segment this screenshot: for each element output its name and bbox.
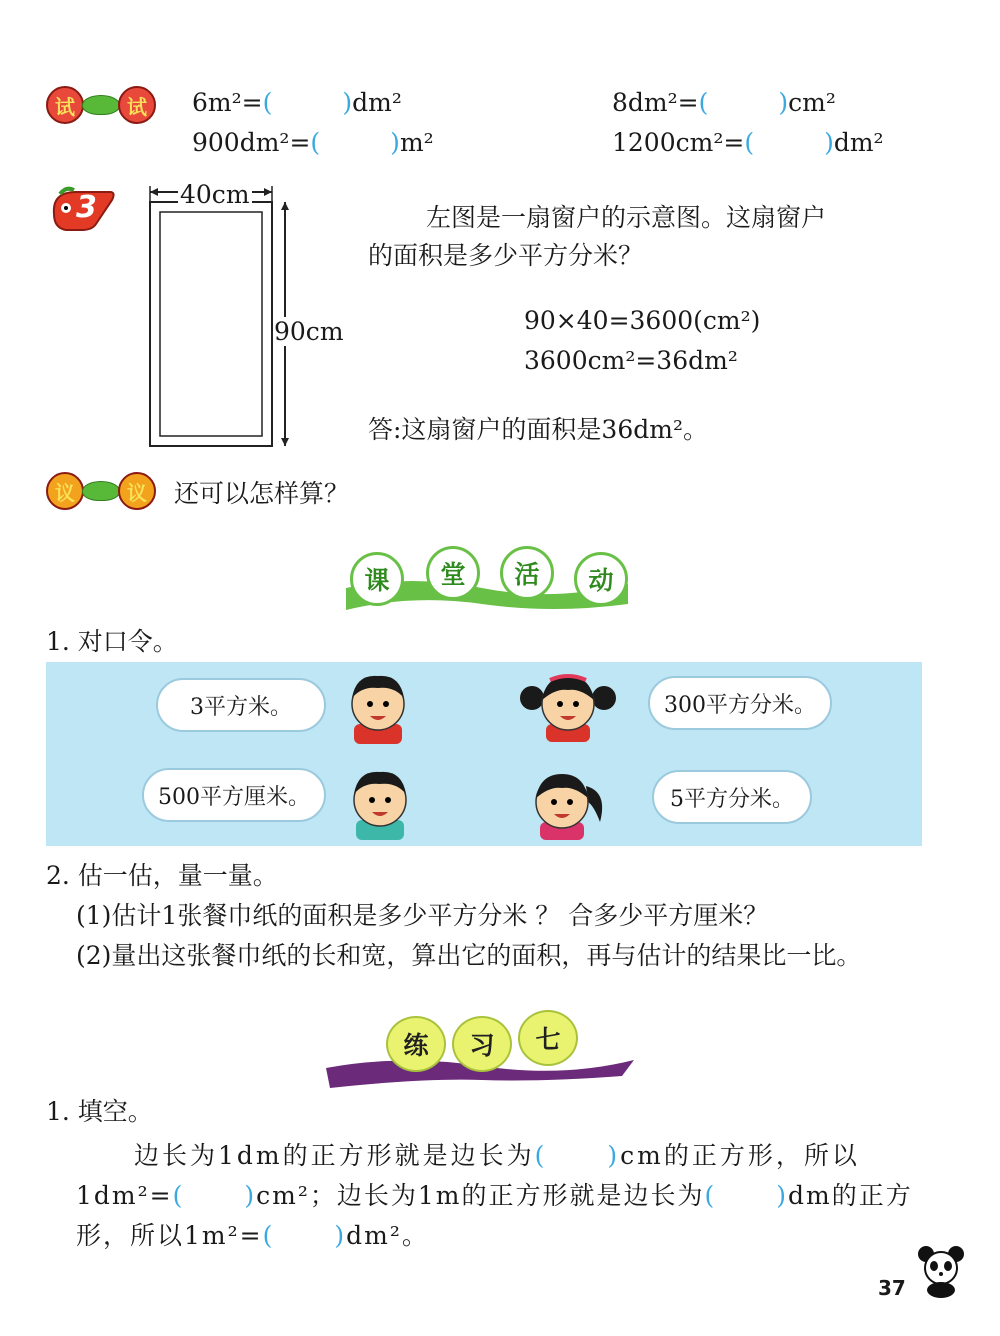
ex1-line2-part-b: )cm²；边长为1m的正方形就是边长为( (244, 1181, 717, 1210)
speech-bubble-2: 300平方分米。 (648, 676, 832, 730)
discuss-badge-right: 议 (118, 472, 156, 510)
example-number: 3 (76, 190, 97, 225)
height-label: 90cm (274, 317, 344, 346)
exercise1-line-1 (134, 1136, 860, 1172)
ex1-line1-part-b: )cm的正方形，所以 (607, 1141, 860, 1170)
answer-line: 答:这扇窗户的面积是36dm²。 (368, 415, 708, 444)
exercise1-line-3 (76, 1216, 429, 1252)
activity1-title: 1. 对口令。 (46, 627, 178, 656)
ex1-line2-part-a: 1dm²=( (76, 1181, 185, 1210)
activity-char-4: 动 (574, 552, 628, 606)
try-badge-right: 试 (118, 86, 156, 124)
exercise1-title: 1. 填空。 (46, 1097, 153, 1126)
panda-icon (914, 1244, 970, 1298)
leaf-icon (82, 95, 120, 115)
exercise-char-1: 练 (386, 1016, 446, 1072)
exercise-char-2: 习 (452, 1016, 512, 1072)
calc-line-2: 3600cm²=36dm² (524, 346, 738, 375)
discuss-text: 还可以怎样算？ (174, 479, 350, 508)
discuss-badge (46, 472, 156, 510)
try-badge-left: 试 (46, 86, 84, 124)
try-exercise-b (612, 88, 836, 117)
try-a-right: )dm² (342, 88, 402, 117)
try-a-left: 6m²=( (192, 88, 273, 117)
try-b-right: )cm² (778, 88, 836, 117)
activity2-title: 2. 估一估，量一量。 (46, 861, 278, 890)
exercise1-line-2 (76, 1176, 913, 1212)
try-it-badge (46, 86, 156, 124)
ex1-line3-part-b: )dm²。 (334, 1221, 429, 1250)
speech-bubble-1: 3平方米。 (156, 678, 326, 732)
boy-avatar-2 (342, 762, 418, 842)
boy-avatar-1 (340, 666, 416, 746)
try-c-right: )m² (390, 128, 434, 157)
speech-bubble-3: 500平方厘米。 (142, 768, 326, 822)
activity-char-2: 堂 (426, 546, 480, 600)
try-d-right: )dm² (824, 128, 884, 157)
try-c-left: 900dm²=( (192, 128, 321, 157)
try-d-left: 1200cm²=( (612, 128, 755, 157)
try-exercise-c (192, 128, 434, 157)
try-b-left: 8dm²=( (612, 88, 709, 117)
calc-line-1: 90×40=3600(cm²) (524, 306, 761, 335)
girl-avatar-2 (520, 762, 612, 842)
discuss-badge-left: 议 (46, 472, 84, 510)
ex1-line1-part-a: 边长为1dm的正方形就是边长为( (134, 1141, 548, 1170)
question-line-1: 左图是一扇窗户的示意图。这扇窗户 (426, 203, 827, 232)
width-label: 40cm (180, 180, 250, 209)
leaf-icon (82, 481, 120, 501)
try-exercise-a (192, 88, 402, 117)
activity-char-3: 活 (500, 546, 554, 600)
question-line-2: 的面积是多少平方分米？ (368, 241, 644, 270)
try-exercise-d (612, 128, 884, 157)
girl-avatar-1 (516, 664, 620, 744)
activity2-item-1: (1)估计1张餐巾纸的面积是多少平方分米 ？ 合多少平方厘米？ (76, 901, 769, 930)
activity2-item-2: (2)量出这张餐巾纸的长和宽，算出它的面积，再与估计的结果比一比。 (76, 941, 862, 970)
exercise-char-3: 七 (518, 1010, 578, 1066)
ex1-line2-part-c: )dm的正方 (776, 1181, 913, 1210)
example-number-badge (46, 184, 118, 232)
page-number: 37 (878, 1276, 906, 1300)
ex1-line3-part-a: 形，所以1m²=( (76, 1221, 275, 1250)
activity-char-1: 课 (350, 552, 404, 606)
speech-bubble-4: 5平方分米。 (652, 770, 812, 824)
